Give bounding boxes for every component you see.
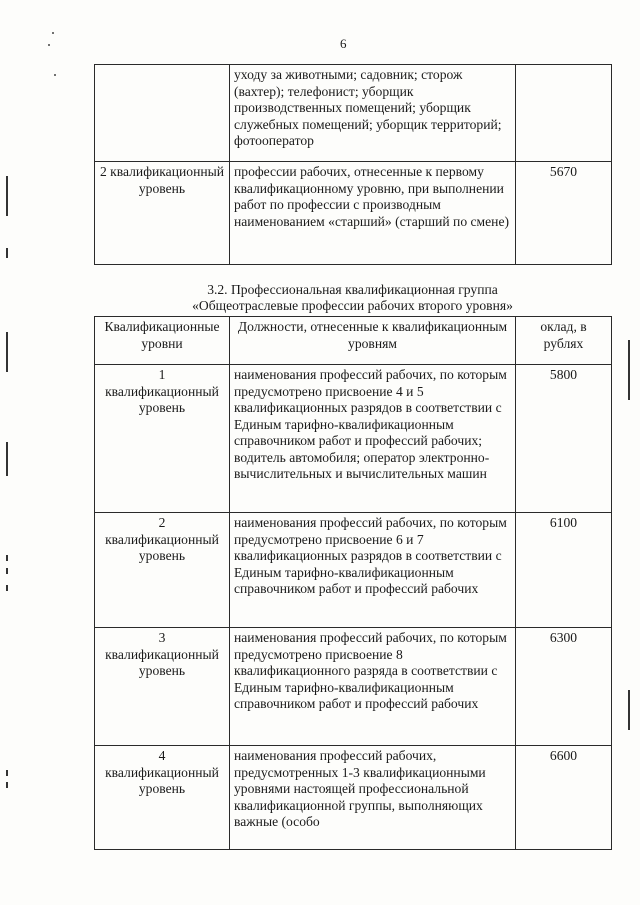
level-number: 2 (158, 515, 166, 530)
scan-speck (48, 44, 50, 46)
description-cell: наименования профессий рабочих, по которым предусмотрено присвоение 6 и 7 квалификационных разрядов в соответствии с Единым тарифно-квалификационным справочником работ и профессий рабочих (230, 513, 516, 628)
scan-speck (52, 32, 54, 34)
scan-margin-mark (6, 568, 8, 574)
level-cell: 2 квалификационный уровень (95, 162, 230, 265)
header-salary: оклад, в рублях (516, 317, 612, 365)
scan-margin-mark (6, 782, 8, 788)
scan-margin-mark (6, 248, 8, 258)
section-subheading: «Общеотраслевые профессии рабочих второго уровня» (192, 298, 513, 313)
scan-margin-mark (6, 770, 8, 776)
page-number: 6 (340, 36, 347, 51)
table-row (95, 628, 612, 746)
table-row (95, 746, 612, 850)
qualification-table (94, 316, 612, 850)
header-level: Квалификационные уровни (95, 317, 230, 365)
table-row (95, 162, 612, 265)
salary-cell (516, 65, 612, 162)
description-cell: наименования профессий рабочих, предусмотренных 1-3 квалификационными уровнями настоящей профессиональной квалификационной группы, выполняющих важные (особо (230, 746, 516, 850)
salary-cell: 6300 (516, 628, 612, 746)
table-header-row (95, 317, 612, 365)
level-cell (95, 65, 230, 162)
header-description: Должности, отнесенные к квалификационным уровням (230, 317, 516, 365)
level-cell (95, 628, 230, 746)
level-label: квалификационный уровень (105, 531, 219, 563)
scan-margin-mark (6, 442, 8, 476)
salary-cell: 6100 (516, 513, 612, 628)
scan-margin-mark (628, 340, 630, 400)
level-cell (95, 365, 230, 513)
description-cell: профессии рабочих, отнесенные к первому квалификационному уровню, при выполнении работ по профессии с производным наименованием «старший» (старший по смене) (230, 162, 516, 265)
level-label: квалификационный уровень (105, 646, 219, 678)
level-number: 4 (158, 748, 166, 763)
table-row (95, 513, 612, 628)
description-cell: уходу за животными; садовник; сторож (вахтер); телефонист; уборщик производственных помещений; уборщик служебных помещений; уборщик территорий; фотооператор (230, 65, 516, 162)
salary-cell: 6600 (516, 746, 612, 850)
description-cell: наименования профессий рабочих, по которым предусмотрено присвоение 4 и 5 квалификационных разрядов в соответствии с Единым тарифно-квалификационным справочником работ и профессий рабочих; водитель автомобиля; оператор электронно-вычислительных и вычислительных машин (230, 365, 516, 513)
level-label: квалификационный уровень (105, 383, 219, 415)
description-cell: наименования профессий рабочих, по которым предусмотрено присвоение 8 квалификационного разряда в соответствии с Единым тарифно-квалификационным справочником работ и профессий рабочих (230, 628, 516, 746)
level-number: 3 (158, 630, 166, 645)
salary-cell: 5800 (516, 365, 612, 513)
scan-margin-mark (6, 332, 8, 372)
table-row (95, 365, 612, 513)
level-cell (95, 746, 230, 850)
scan-margin-mark (628, 690, 630, 730)
table-row (95, 65, 612, 162)
section-heading: 3.2. Профессиональная квалификационная группа (207, 282, 498, 297)
scan-margin-mark (6, 585, 8, 591)
scan-speck (54, 74, 56, 76)
salary-cell: 5670 (516, 162, 612, 265)
scan-margin-mark (6, 555, 8, 561)
level-number: 1 (158, 367, 166, 382)
continuation-table (94, 64, 612, 265)
level-cell (95, 513, 230, 628)
scan-margin-mark (6, 176, 8, 216)
level-label: квалификационный уровень (105, 764, 219, 796)
